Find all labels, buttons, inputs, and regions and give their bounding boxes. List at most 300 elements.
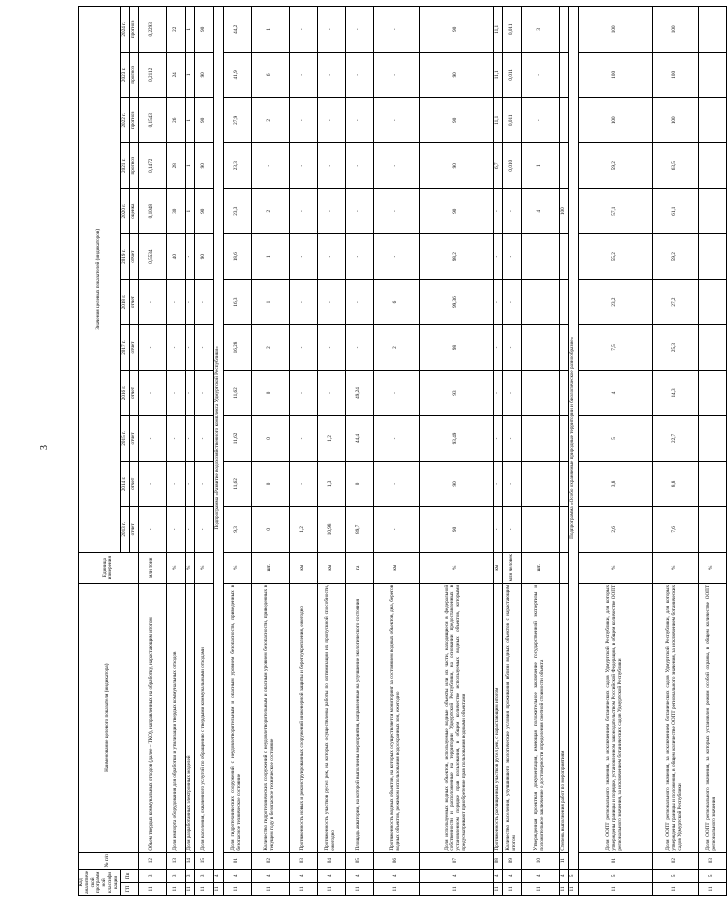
cell-value: 90 bbox=[194, 98, 213, 143]
cell-gp: 11 bbox=[373, 882, 419, 895]
cell-value: 1,2 bbox=[317, 416, 345, 461]
cell-gp: 11 bbox=[194, 882, 213, 895]
header-year: 2019 г. bbox=[120, 234, 129, 279]
cell-value: 2 bbox=[373, 325, 419, 370]
header-year: 2016 г. bbox=[120, 370, 129, 415]
cell-value bbox=[698, 507, 726, 552]
cell-value: 7,5 bbox=[578, 325, 652, 370]
cell-value: - bbox=[185, 507, 194, 552]
cell-value: - bbox=[373, 461, 419, 506]
cell-value: - bbox=[493, 188, 502, 233]
cell-gp: 11 bbox=[652, 882, 698, 895]
cell-unit: % bbox=[698, 552, 726, 583]
cell-value: 90 bbox=[419, 507, 493, 552]
cell-pp: 5 bbox=[698, 869, 726, 882]
header-subtype: отчет bbox=[129, 234, 138, 279]
cell-unit: га bbox=[345, 552, 373, 583]
cell-num: 08 bbox=[493, 852, 502, 869]
cell-value: 22,7 bbox=[652, 416, 698, 461]
cell-value: - bbox=[317, 7, 345, 53]
header-subtype: отчет bbox=[129, 461, 138, 506]
cell-value: 40 bbox=[166, 234, 185, 279]
cell-num: 03 bbox=[698, 852, 726, 869]
cell-value: - bbox=[289, 98, 317, 143]
cell-value: 2 bbox=[251, 188, 289, 233]
cell-name: Количество населения, улучшившего экологические условия проживания вблизи водных объектов с нарастающим итогом bbox=[502, 583, 521, 852]
header-subtype: оценка bbox=[129, 188, 138, 233]
table-row bbox=[493, 7, 502, 896]
cell-value: - bbox=[345, 98, 373, 143]
cell-gp: 11 bbox=[502, 882, 521, 895]
cell-value bbox=[559, 507, 568, 552]
cell-name: Доля населения, охваченного услугой по обращению с твердыми коммунальными отходами bbox=[194, 583, 213, 852]
cell-pp: 4 bbox=[502, 869, 521, 882]
cell-value: 100 bbox=[652, 52, 698, 97]
cell-value: 3,8 bbox=[578, 461, 652, 506]
cell-unit: % bbox=[578, 552, 652, 583]
cell-gp: 11 bbox=[166, 882, 185, 895]
cell-value bbox=[521, 325, 559, 370]
header-pp: Пп bbox=[120, 869, 138, 882]
header-year: 2024 г. bbox=[120, 7, 129, 53]
table-row bbox=[345, 7, 373, 896]
table-row bbox=[652, 7, 698, 896]
cell-value: - bbox=[166, 370, 185, 415]
table-row bbox=[698, 7, 726, 896]
cell-value: 6 bbox=[373, 279, 419, 324]
cell-value: 16,28 bbox=[223, 325, 251, 370]
cell-value: - bbox=[138, 370, 166, 415]
cell-name: Доля ООПТ регионального значения, за исключением ботанических садов Удмуртской Республики, для которых утверждены границы и порядке, установленном законодательством Российской Федерации, в общем количестве ООПТ регионального значения, за исключением ботанических садов Удмуртской Республики bbox=[578, 583, 652, 852]
cell-value: 0,1048 bbox=[138, 188, 166, 233]
cell-value: - bbox=[289, 279, 317, 324]
cell-value bbox=[698, 188, 726, 233]
header-gp: ГП bbox=[120, 882, 138, 895]
table-row bbox=[502, 7, 521, 896]
cell-num: 09 bbox=[502, 852, 521, 869]
cell-value: 61,1 bbox=[652, 188, 698, 233]
table-row bbox=[419, 7, 493, 896]
cell-value bbox=[559, 234, 568, 279]
cell-value: - bbox=[166, 325, 185, 370]
cell-value: 2 bbox=[251, 325, 289, 370]
cell-value: - bbox=[138, 507, 166, 552]
cell-name: Доля ООПТ регионального значения, за которых установлен режим особой охраны, в общем количестве ООПТ регионального значения bbox=[698, 583, 726, 852]
header-year: 2017 г. bbox=[120, 325, 129, 370]
cell-num: 03 bbox=[289, 852, 317, 869]
header-subtype: отчет bbox=[129, 279, 138, 324]
header-code-group: Код аналитической программной классификации bbox=[78, 871, 119, 894]
cell-value: 100 bbox=[652, 98, 698, 143]
cell-value: 90 bbox=[194, 188, 213, 233]
cell-value: 23,3 bbox=[223, 188, 251, 233]
cell-value bbox=[559, 52, 568, 97]
cell-value: 27,2 bbox=[652, 279, 698, 324]
cell-value: 1 bbox=[521, 143, 559, 188]
cell-value bbox=[559, 461, 568, 506]
header-subtype: отчет bbox=[129, 325, 138, 370]
indicators-table bbox=[78, 6, 727, 896]
cell-value: 0,011 bbox=[502, 52, 521, 97]
cell-value: 63,5 bbox=[652, 143, 698, 188]
cell-value: - bbox=[138, 325, 166, 370]
cell-value bbox=[559, 279, 568, 324]
cell-gp: 11 bbox=[419, 882, 493, 895]
table-row bbox=[223, 7, 251, 896]
section-gp: 11 bbox=[568, 882, 578, 895]
cell-value bbox=[559, 7, 568, 53]
cell-pp: 4 bbox=[559, 869, 568, 882]
cell-pp: 4 bbox=[345, 869, 373, 882]
cell-value bbox=[521, 416, 559, 461]
cell-value: - bbox=[373, 370, 419, 415]
cell-value: - bbox=[289, 52, 317, 97]
cell-unit: шт. bbox=[521, 552, 559, 583]
cell-unit: км bbox=[289, 552, 317, 583]
section-gp: 11 bbox=[213, 882, 223, 895]
cell-gp: 11 bbox=[559, 882, 568, 895]
cell-num: 01 bbox=[578, 852, 652, 869]
table-row bbox=[317, 7, 345, 896]
cell-name: Протяженность участков русел рек, на которых осуществлены работы по оптимизации их пропускной способности, ежегодно bbox=[317, 583, 345, 852]
cell-value: - bbox=[345, 188, 373, 233]
rows-group-c bbox=[578, 7, 726, 896]
cell-value: 5 bbox=[578, 416, 652, 461]
header-year: 2014 г. bbox=[120, 461, 129, 506]
cell-value: 41,9 bbox=[223, 52, 251, 97]
cell-value: 11,1 bbox=[493, 52, 502, 97]
cell-value: - bbox=[166, 461, 185, 506]
cell-value: 27,9 bbox=[223, 98, 251, 143]
cell-value: 100 bbox=[559, 188, 568, 233]
table-row bbox=[521, 7, 559, 896]
cell-name: Доля разработанных электронных моделей bbox=[185, 583, 194, 852]
cell-value: 28 bbox=[166, 143, 185, 188]
cell-value: 98 bbox=[419, 325, 493, 370]
cell-num: 04 bbox=[317, 852, 345, 869]
cell-value: - bbox=[289, 188, 317, 233]
cell-value: - bbox=[345, 7, 373, 53]
cell-value: - bbox=[373, 234, 419, 279]
cell-value: 0,5534 bbox=[138, 234, 166, 279]
cell-value bbox=[521, 370, 559, 415]
cell-value: - bbox=[289, 461, 317, 506]
cell-value bbox=[559, 143, 568, 188]
cell-name: Доля импорта оборудования для обработки и утилизации твердых коммунальных отходов bbox=[166, 583, 185, 852]
cell-value: - bbox=[138, 279, 166, 324]
cell-value: 10,98 bbox=[317, 507, 345, 552]
cell-value: 4 bbox=[578, 370, 652, 415]
header-year: 2013 г. bbox=[120, 507, 129, 552]
cell-value: 0 bbox=[251, 461, 289, 506]
cell-pp: 4 bbox=[223, 869, 251, 882]
cell-value bbox=[698, 7, 726, 53]
cell-unit: км bbox=[317, 552, 345, 583]
page-number: 3 bbox=[39, 445, 50, 450]
header-subtype: прогноз bbox=[129, 98, 138, 143]
cell-value: - bbox=[185, 234, 194, 279]
cell-value bbox=[698, 370, 726, 415]
header-year: 2022 г. bbox=[120, 98, 129, 143]
cell-value: - bbox=[345, 279, 373, 324]
cell-num: 11 bbox=[559, 852, 568, 869]
cell-value: - bbox=[502, 416, 521, 461]
cell-value bbox=[698, 279, 726, 324]
cell-value bbox=[698, 98, 726, 143]
cell-value: 11,62 bbox=[223, 461, 251, 506]
cell-value: 1 bbox=[185, 7, 194, 53]
cell-gp: 11 bbox=[578, 882, 652, 895]
cell-value: 0,1543 bbox=[138, 98, 166, 143]
header-values-title: Значения целевых показателей (индикаторов) bbox=[79, 7, 121, 553]
cell-value: - bbox=[317, 52, 345, 97]
cell-name: Доля ООПТ регионального значения, за исключением ботанических садов Удмуртской Республики, для которых утверждены границы и положения, в общем количестве ООПТ регионального значения, за исключением ботанических садов Удмуртской Республики bbox=[652, 583, 698, 852]
cell-name: Количество гидротехнических сооружений с неудовлетворительным и опасным уровнем безопасности, приведенных в текущем году в безопасное техническое состояние bbox=[251, 583, 289, 852]
cell-pp: 4 bbox=[251, 869, 289, 882]
cell-gp: 11 bbox=[521, 882, 559, 895]
cell-value: - bbox=[493, 507, 502, 552]
cell-value: - bbox=[166, 279, 185, 324]
cell-value: 57,1 bbox=[578, 188, 652, 233]
cell-value bbox=[698, 325, 726, 370]
cell-value: - bbox=[373, 507, 419, 552]
cell-value: 16,3 bbox=[223, 279, 251, 324]
cell-value: - bbox=[521, 52, 559, 97]
cell-pp: 5 bbox=[578, 869, 652, 882]
cell-value: 3 bbox=[521, 7, 559, 53]
cell-name: Протяженность новых и реконструированных сооружений инженерной защиты и берегоукрепления, ежегодно bbox=[289, 583, 317, 852]
cell-value: - bbox=[502, 234, 521, 279]
cell-value: - bbox=[194, 461, 213, 506]
section-title: Подпрограмма «Развитие водохозяйственного комплекса Удмуртской Республики» bbox=[213, 7, 223, 870]
cell-value bbox=[521, 461, 559, 506]
rows-group-a bbox=[138, 7, 213, 896]
cell-value bbox=[559, 98, 568, 143]
cell-value: - bbox=[194, 416, 213, 461]
header-unit: Единица измерения bbox=[79, 552, 139, 583]
cell-value: 59,2 bbox=[578, 143, 652, 188]
cell-unit: км bbox=[373, 552, 419, 583]
cell-value: - bbox=[502, 188, 521, 233]
cell-value: - bbox=[317, 279, 345, 324]
cell-value: - bbox=[289, 416, 317, 461]
cell-name: Доля используемых водных объектов, используемые водные объекты или их части, находящиеся в федеральной собственности и расположенные на территории Удмуртской Республики, на основании предоставленных в установленном порядке прав пользования, в общем количестве используемых водных объектов, которыми предусматривают приобретение прав пользования водными объектами bbox=[419, 583, 493, 852]
cell-value: - bbox=[138, 416, 166, 461]
cell-unit: % bbox=[652, 552, 698, 583]
cell-value: 90 bbox=[419, 98, 493, 143]
cell-unit: км bbox=[493, 552, 502, 583]
section-4 bbox=[213, 7, 223, 896]
cell-value: - bbox=[345, 52, 373, 97]
cell-value: 11,1 bbox=[493, 98, 502, 143]
cell-num: 06 bbox=[373, 852, 419, 869]
cell-value: 44,2 bbox=[223, 7, 251, 53]
cell-value: 11,62 bbox=[223, 416, 251, 461]
cell-unit: млн человек bbox=[502, 552, 521, 583]
cell-value: 1,3 bbox=[317, 461, 345, 506]
cell-value: - bbox=[373, 52, 419, 97]
cell-value: - bbox=[345, 325, 373, 370]
cell-value: 24 bbox=[166, 52, 185, 97]
cell-value: 23,3 bbox=[223, 143, 251, 188]
cell-num: 01 bbox=[223, 852, 251, 869]
cell-pp: 5 bbox=[652, 869, 698, 882]
cell-value: - bbox=[502, 370, 521, 415]
cell-value: - bbox=[493, 461, 502, 506]
cell-value: 0,010 bbox=[502, 143, 521, 188]
cell-value: 1 bbox=[185, 143, 194, 188]
cell-value: 6,7 bbox=[493, 143, 502, 188]
table-row bbox=[559, 7, 568, 896]
cell-pp: 4 bbox=[373, 869, 419, 882]
header-year: 2020 г. bbox=[120, 188, 129, 233]
header-subtype: отчет bbox=[129, 507, 138, 552]
cell-value: 90 bbox=[194, 52, 213, 97]
cell-name: Объем твердых коммунальных отходов (далее – ТКО), направленных на обработку, нарастающим итогом bbox=[138, 583, 166, 852]
cell-value: - bbox=[185, 461, 194, 506]
cell-unit: млн тонн bbox=[138, 552, 166, 583]
cell-value: 1 bbox=[185, 52, 194, 97]
cell-value: 100 bbox=[578, 7, 652, 53]
cell-value: - bbox=[502, 507, 521, 552]
header-subtype: отчет bbox=[129, 416, 138, 461]
section-title: Подпрограмма «Особо охраняемые природные территории и биологическое разнообразие» bbox=[568, 7, 578, 870]
cell-pp: 4 bbox=[521, 869, 559, 882]
cell-value: 1,2 bbox=[289, 507, 317, 552]
cell-num: 13 bbox=[166, 852, 185, 869]
section-pp: 4 bbox=[213, 869, 223, 882]
cell-value: - bbox=[521, 98, 559, 143]
header-name: Наименование целевого показателя (индикатора) bbox=[79, 583, 139, 852]
cell-value: 23,2 bbox=[578, 279, 652, 324]
section-pp: 5 bbox=[568, 869, 578, 882]
table-row bbox=[194, 7, 213, 896]
cell-value: 1 bbox=[251, 7, 289, 53]
cell-value: - bbox=[345, 234, 373, 279]
cell-value: - bbox=[317, 188, 345, 233]
cell-pp: 3 bbox=[138, 869, 166, 882]
cell-value: 55,2 bbox=[578, 234, 652, 279]
cell-value: 89,7 bbox=[345, 507, 373, 552]
cell-value: 90 bbox=[419, 461, 493, 506]
cell-unit: % bbox=[223, 552, 251, 583]
table-row bbox=[373, 7, 419, 896]
cell-name: Утвержденная проектная документация, имеющая положительное заключение государственной экспертизы и положительное заключение о достоверности определения сметной стоимости объекта bbox=[521, 583, 559, 852]
header-year: 2015 г. bbox=[120, 416, 129, 461]
cell-value: 6 bbox=[251, 52, 289, 97]
cell-pp: 3 bbox=[185, 869, 194, 882]
cell-value: 1 bbox=[251, 279, 289, 324]
cell-value: 0,1472 bbox=[138, 143, 166, 188]
cell-value: 100 bbox=[652, 7, 698, 53]
cell-value: 0,2112 bbox=[138, 52, 166, 97]
cell-value: - bbox=[493, 370, 502, 415]
cell-value: 7,6 bbox=[652, 507, 698, 552]
cell-value: 2 bbox=[251, 98, 289, 143]
cell-num: 14 bbox=[185, 852, 194, 869]
cell-value: 11,62 bbox=[223, 370, 251, 415]
cell-value bbox=[559, 325, 568, 370]
cell-value bbox=[559, 416, 568, 461]
section-5 bbox=[568, 7, 578, 896]
cell-value bbox=[698, 461, 726, 506]
cell-value: 11,1 bbox=[493, 7, 502, 53]
cell-value: 44,4 bbox=[345, 416, 373, 461]
cell-value: - bbox=[194, 507, 213, 552]
cell-value: 49,24 bbox=[345, 370, 373, 415]
cell-value: - bbox=[373, 7, 419, 53]
cell-value: 26 bbox=[166, 98, 185, 143]
cell-value: 18,6 bbox=[223, 234, 251, 279]
cell-gp: 11 bbox=[289, 882, 317, 895]
cell-value: - bbox=[317, 98, 345, 143]
cell-value: - bbox=[251, 143, 289, 188]
cell-num: 10 bbox=[521, 852, 559, 869]
cell-unit: шт. bbox=[251, 552, 289, 583]
cell-value: - bbox=[289, 325, 317, 370]
cell-gp: 11 bbox=[317, 882, 345, 895]
cell-value bbox=[521, 234, 559, 279]
cell-value: 0,011 bbox=[502, 7, 521, 53]
cell-unit bbox=[559, 552, 568, 583]
cell-value: - bbox=[185, 325, 194, 370]
cell-name: Площадь акватории, на которой выполнены мероприятия, направленные на улучшение экологического состояния bbox=[345, 583, 373, 852]
cell-value: - bbox=[194, 279, 213, 324]
cell-num: 02 bbox=[251, 852, 289, 869]
header-subtype: отчет bbox=[129, 370, 138, 415]
cell-gp: 11 bbox=[698, 882, 726, 895]
cell-value: 99,36 bbox=[419, 279, 493, 324]
cell-value bbox=[521, 507, 559, 552]
cell-gp: 11 bbox=[223, 882, 251, 895]
cell-value: 0 bbox=[251, 370, 289, 415]
cell-value: - bbox=[289, 7, 317, 53]
cell-value: 9,3 bbox=[223, 507, 251, 552]
table-row bbox=[289, 7, 317, 896]
cell-num: 12 bbox=[138, 852, 166, 869]
cell-value: 93 bbox=[419, 370, 493, 415]
cell-value: 4 bbox=[521, 188, 559, 233]
cell-value bbox=[698, 234, 726, 279]
header-year: 2021 г. bbox=[120, 143, 129, 188]
table-row bbox=[138, 7, 166, 896]
cell-pp: 4 bbox=[289, 869, 317, 882]
cell-value: - bbox=[373, 416, 419, 461]
table-row bbox=[166, 7, 185, 896]
header-subtype: прогноз bbox=[129, 7, 138, 53]
rotated-table-wrapper bbox=[78, 6, 718, 896]
cell-value: 22 bbox=[166, 7, 185, 53]
table-row bbox=[251, 7, 289, 896]
cell-value: - bbox=[493, 416, 502, 461]
cell-value: - bbox=[345, 143, 373, 188]
cell-pp: 3 bbox=[166, 869, 185, 882]
cell-value: - bbox=[493, 325, 502, 370]
cell-unit: % bbox=[166, 552, 185, 583]
cell-pp: 4 bbox=[317, 869, 345, 882]
cell-value: - bbox=[317, 325, 345, 370]
cell-num: 05 bbox=[345, 852, 373, 869]
cell-value: - bbox=[502, 279, 521, 324]
cell-value: - bbox=[373, 98, 419, 143]
cell-value: 93,49 bbox=[419, 416, 493, 461]
cell-value bbox=[698, 416, 726, 461]
cell-value bbox=[698, 143, 726, 188]
cell-value: - bbox=[493, 279, 502, 324]
cell-name: Протяженность расчищенных участков русел рек, с нарастающим итогом bbox=[493, 583, 502, 852]
cell-value: - bbox=[373, 188, 419, 233]
cell-value: - bbox=[194, 370, 213, 415]
